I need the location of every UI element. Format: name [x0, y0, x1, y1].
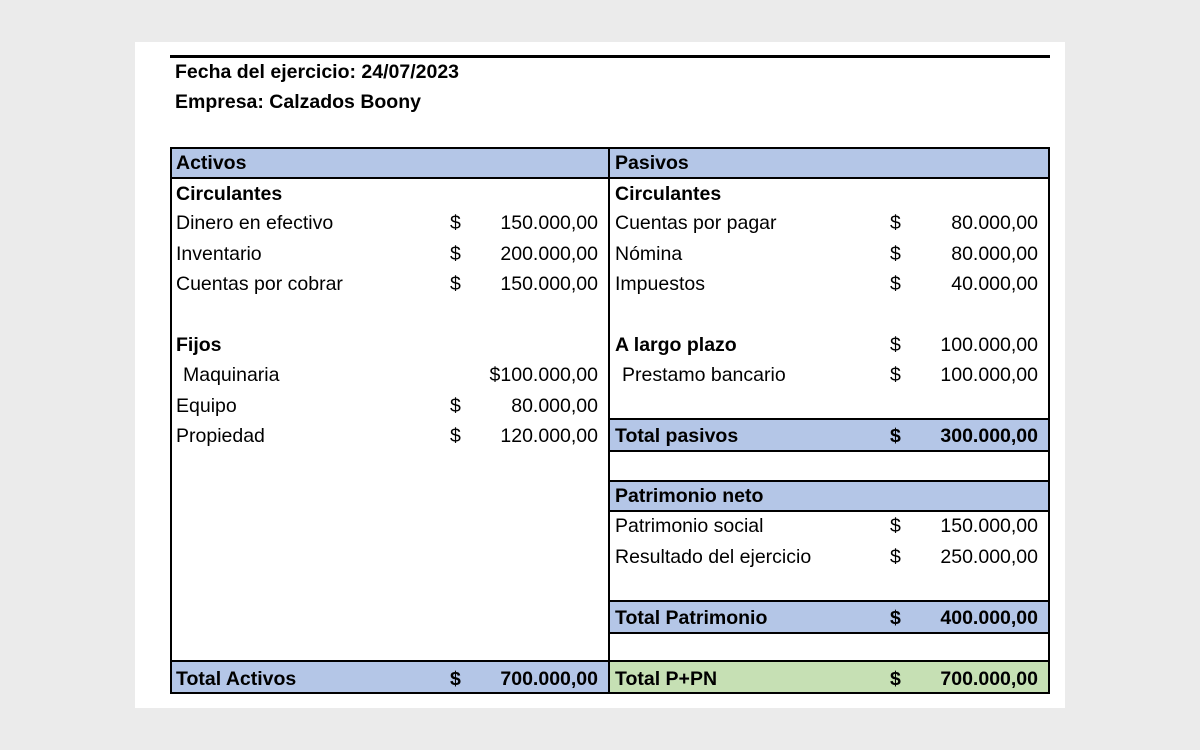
- liability-amount: 100.000,00: [940, 364, 1038, 386]
- asset-label: Equipo: [176, 395, 237, 417]
- top-rule: [170, 55, 1050, 58]
- long-term-amount: 100.000,00: [940, 334, 1038, 356]
- rule: [608, 600, 1050, 602]
- liability-amount: 80.000,00: [951, 212, 1038, 234]
- exercise-date: Fecha del ejercicio: 24/07/2023: [175, 61, 460, 83]
- equity-label: Patrimonio social: [615, 515, 764, 537]
- asset-currency: $: [450, 395, 461, 417]
- asset-amount: $100.000,00: [489, 364, 598, 386]
- equity-label: Resultado del ejercicio: [615, 546, 812, 568]
- total-liabilities-currency: $: [890, 425, 901, 447]
- liability-label: Nómina: [615, 243, 683, 265]
- assets-fixed-heading: Fijos: [176, 334, 222, 356]
- asset-label: Inventario: [176, 243, 262, 265]
- asset-currency: $: [450, 243, 461, 265]
- asset-amount: 200.000,00: [500, 243, 598, 265]
- total-equity-amount: 400.000,00: [940, 607, 1038, 629]
- asset-amount: 150.000,00: [500, 273, 598, 295]
- asset-amount: 150.000,00: [500, 212, 598, 234]
- liability-amount: 80.000,00: [951, 243, 1038, 265]
- asset-amount: 120.000,00: [500, 425, 598, 447]
- asset-currency: $: [450, 212, 461, 234]
- liability-currency: $: [890, 273, 901, 295]
- asset-label: Cuentas por cobrar: [176, 273, 343, 295]
- asset-currency: $: [450, 273, 461, 295]
- asset-label: Maquinaria: [183, 364, 280, 386]
- rule: [608, 418, 1050, 420]
- total-assets-amount: 700.000,00: [500, 668, 598, 690]
- equity-currency: $: [890, 546, 901, 568]
- asset-label: Dinero en efectivo: [176, 212, 334, 234]
- liabilities-title: Pasivos: [615, 152, 689, 174]
- total-assets-currency: $: [450, 668, 461, 690]
- liabilities-current-heading: Circulantes: [615, 183, 722, 205]
- asset-amount: 80.000,00: [511, 395, 598, 417]
- equity-amount: 250.000,00: [940, 546, 1038, 568]
- liability-amount: 40.000,00: [951, 273, 1038, 295]
- liability-currency: $: [890, 212, 901, 234]
- long-term-currency: $: [890, 334, 901, 356]
- assets-current-heading: Circulantes: [176, 183, 283, 205]
- total-assets-label: Total Activos: [176, 668, 297, 690]
- header-rule: [170, 177, 1050, 179]
- liability-label: Cuentas por pagar: [615, 212, 777, 234]
- equity-currency: $: [890, 515, 901, 537]
- total-pn-label: Total P+PN: [615, 668, 718, 690]
- total-equity-label: Total Patrimonio: [615, 607, 768, 629]
- column-divider: [608, 147, 610, 694]
- liability-label: Prestamo bancario: [622, 364, 786, 386]
- long-term-heading: A largo plazo: [615, 334, 737, 356]
- company-name: Empresa: Calzados Boony: [175, 91, 421, 113]
- rule: [170, 660, 1050, 662]
- liability-currency: $: [890, 243, 901, 265]
- asset-label: Propiedad: [176, 425, 265, 447]
- equity-title: Patrimonio neto: [615, 485, 764, 507]
- liability-label: Impuestos: [615, 273, 705, 295]
- asset-currency: $: [450, 425, 461, 447]
- equity-amount: 150.000,00: [940, 515, 1038, 537]
- total-pn-amount: 700.000,00: [940, 668, 1038, 690]
- total-liabilities-amount: 300.000,00: [940, 425, 1038, 447]
- total-equity-currency: $: [890, 607, 901, 629]
- total-liabilities-label: Total pasivos: [615, 425, 739, 447]
- assets-title: Activos: [176, 152, 247, 174]
- total-pn-currency: $: [890, 668, 901, 690]
- liability-currency: $: [890, 364, 901, 386]
